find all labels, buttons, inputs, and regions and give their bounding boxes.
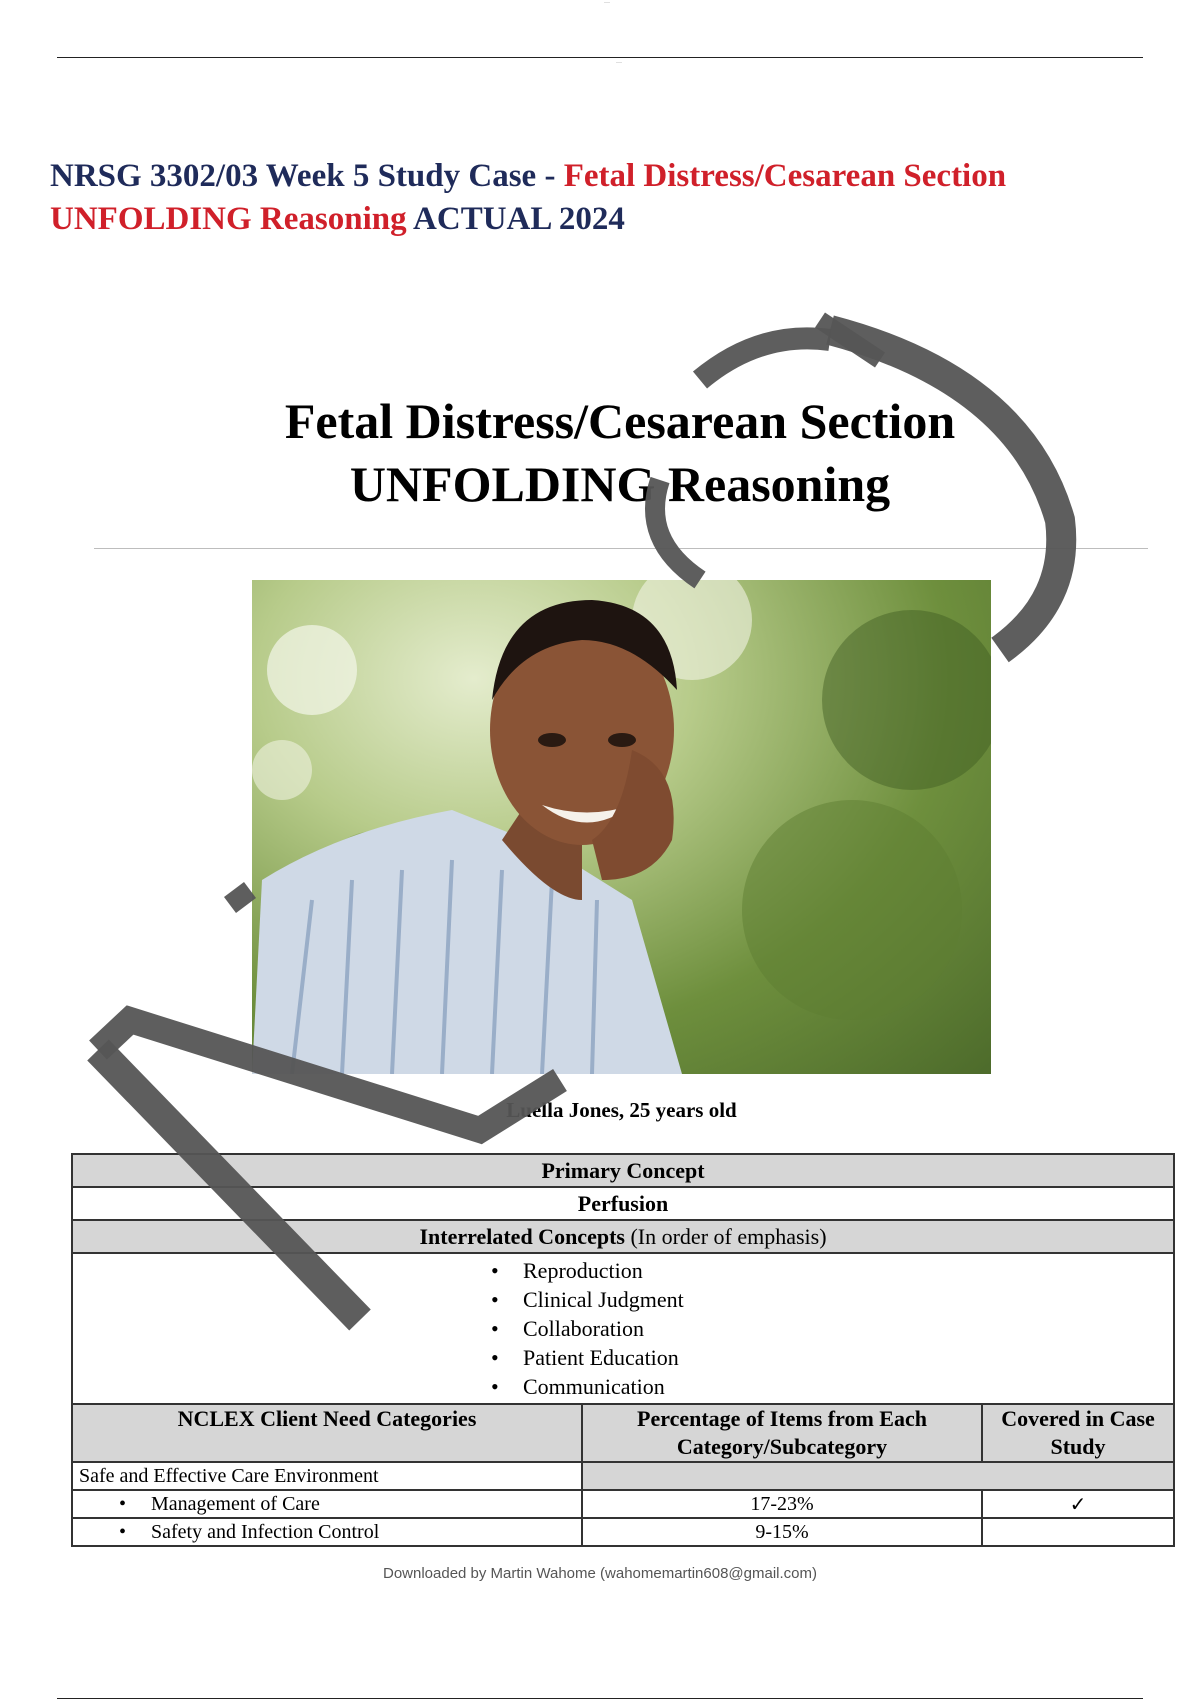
concept-table bbox=[71, 1153, 1175, 1547]
heading-topic: Fetal Distress/Cesarean Section UNFOLDING Reasoning bbox=[50, 158, 1007, 237]
page-marker: — bbox=[616, 60, 622, 66]
download-footer: Downloaded by Martin Wahome (wahomemartin608@gmail.com) bbox=[382, 1565, 817, 1582]
column-header: Percentage of Items from Each Category/Subcategory bbox=[582, 1404, 982, 1462]
covered-check-icon: ✓ bbox=[982, 1490, 1174, 1518]
list-item: • Collaboration bbox=[491, 1314, 1167, 1343]
column-header: NCLEX Client Need Categories bbox=[72, 1404, 582, 1462]
patient-photo bbox=[252, 580, 991, 1074]
top-rule bbox=[57, 57, 1143, 58]
bottom-rule bbox=[57, 1698, 1143, 1699]
list-item: • Communication bbox=[491, 1372, 1167, 1401]
interrelated-note: (In order of emphasis) bbox=[624, 1223, 827, 1249]
subcategory-text: Safety and Infection Control bbox=[151, 1520, 380, 1543]
case-title-line1: Fetal Distress/Cesarean Section bbox=[284, 393, 956, 449]
case-title bbox=[130, 390, 1110, 516]
page-marker: — bbox=[604, 0, 610, 6]
list-item: • Clinical Judgment bbox=[491, 1285, 1167, 1314]
subcategory-label bbox=[72, 1490, 582, 1518]
title-divider bbox=[94, 548, 1148, 549]
list-item: • Reproduction bbox=[491, 1256, 1167, 1285]
case-title-line2: UNFOLDING Reasoning bbox=[349, 456, 891, 512]
primary-concept-value: Perfusion bbox=[72, 1187, 1174, 1220]
covered-cell bbox=[982, 1518, 1174, 1546]
interrelated-list bbox=[79, 1256, 1167, 1401]
interrelated-list-cell bbox=[72, 1253, 1174, 1404]
subcategory-text: Management of Care bbox=[151, 1492, 320, 1515]
list-item: • Patient Education bbox=[491, 1343, 1167, 1372]
heading-year: ACTUAL 2024 bbox=[406, 201, 625, 237]
table-row bbox=[72, 1462, 1174, 1490]
column-header: Covered in Case Study bbox=[982, 1404, 1174, 1462]
interrelated-concepts-header bbox=[72, 1220, 1174, 1253]
percent-cell: 9-15% bbox=[582, 1518, 982, 1546]
table-row bbox=[72, 1518, 1174, 1546]
percent-cell: 17-23% bbox=[582, 1490, 982, 1518]
document-heading bbox=[50, 155, 1160, 241]
category-label: Safe and Effective Care Environment bbox=[72, 1462, 582, 1490]
interrelated-label: Interrelated Concepts bbox=[419, 1223, 625, 1249]
category-fill bbox=[582, 1462, 1174, 1490]
heading-course: NRSG 3302/03 Week 5 Study Case - bbox=[50, 158, 564, 194]
primary-concept-header: Primary Concept bbox=[72, 1154, 1174, 1187]
photo-caption: Luella Jones, 25 years old bbox=[506, 1098, 737, 1122]
subcategory-label bbox=[72, 1518, 582, 1546]
table-row bbox=[72, 1490, 1174, 1518]
